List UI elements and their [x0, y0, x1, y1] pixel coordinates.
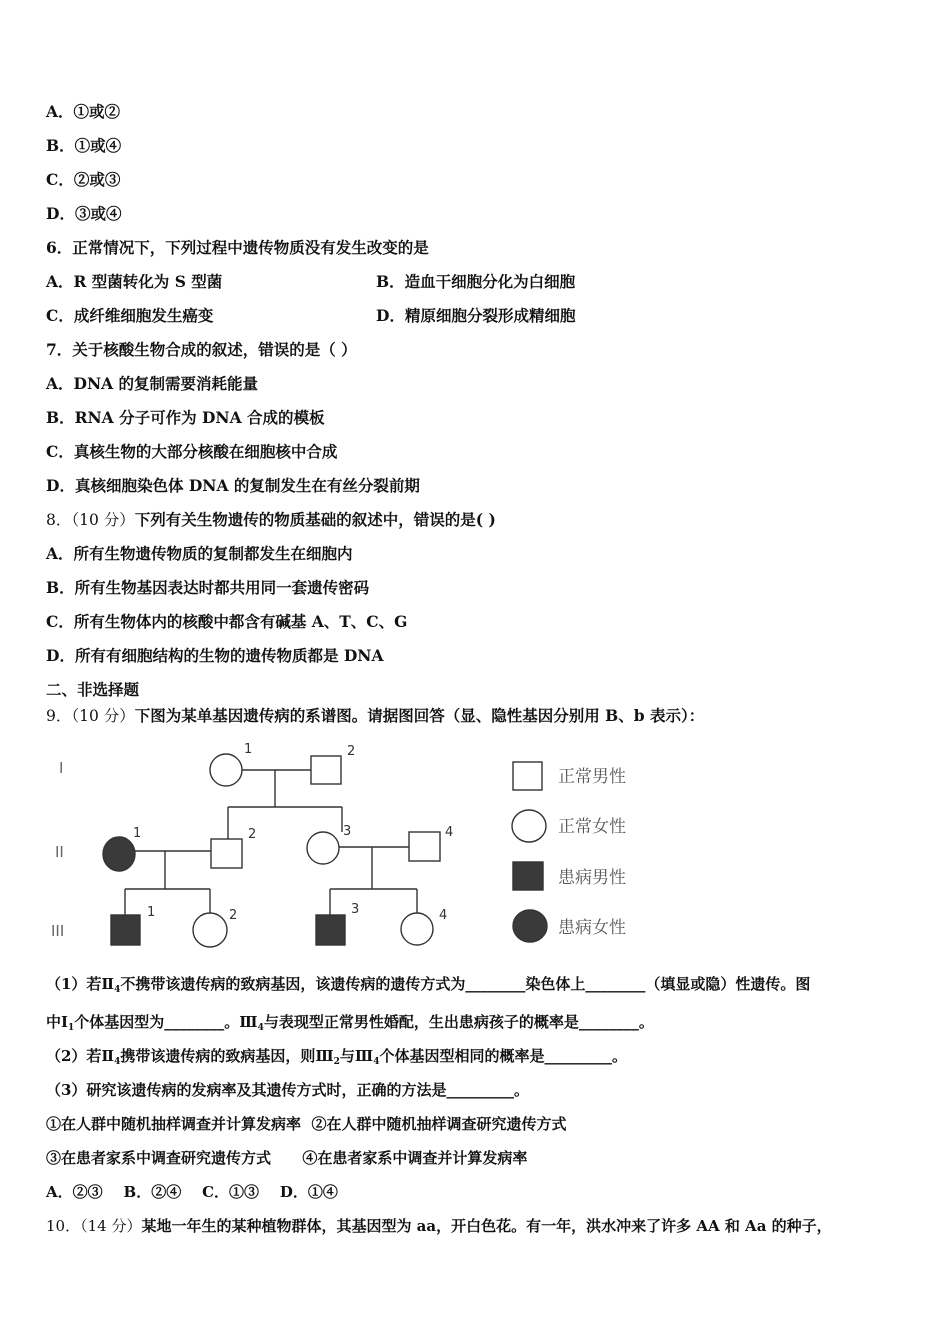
- q6-option-a: A．R 型菌转化为 S 型菌: [46, 272, 223, 291]
- i1-normal-female: [210, 754, 242, 786]
- legend-label: 患病女性: [558, 918, 626, 938]
- q7-stem: 7．关于核酸生物合成的叙述，错误的是（ ）: [46, 340, 357, 359]
- q7-option-d: D．真核细胞染色体 DNA 的复制发生在有丝分裂前期: [46, 476, 420, 495]
- q6-option-c: C．成纤维细胞发生癌变: [46, 306, 214, 325]
- q9-methods-line2: ③在患者家系中调查研究遗传方式 ④在患者家系中调查并计算发病率: [46, 1149, 528, 1167]
- i2-normal-male: [311, 756, 341, 784]
- option-text: ②或③: [73, 170, 121, 189]
- option-text: ①或②: [73, 102, 121, 121]
- q8-stem: [46, 510, 496, 530]
- option-text: ③或④: [74, 204, 122, 223]
- q9-part3: （3）研究该遗传病的发病率及其遗传方式时，正确的方法是_________。: [46, 1081, 529, 1099]
- legend-affected-female-symbol: [513, 910, 547, 942]
- q6-stem: 6．正常情况下，下列过程中遗传物质没有发生改变的是: [46, 238, 429, 257]
- q7-option-a: A．DNA 的复制需要消耗能量: [46, 374, 259, 393]
- q9-part2: （2）若$Ⅱ_4$携带该遗传病的致病基因，则$Ⅲ_2$与$Ⅲ_4$个体基因型相同的概率是_________。: [46, 1047, 627, 1067]
- q10-stem: [46, 1216, 832, 1236]
- option-label: D．: [46, 204, 75, 223]
- option-label: B．: [46, 136, 75, 155]
- section-heading: 二、非选择题: [46, 680, 140, 699]
- individual-number: 2: [229, 908, 238, 923]
- q8-text: 下列有关生物遗传的物质基础的叙述中，错误的是( ): [134, 510, 496, 529]
- q5-option-a: [46, 102, 120, 122]
- q9-methods-line1: ①在人群中随机抽样调查并计算发病率 ②在人群中随机抽样调查研究遗传方式: [46, 1115, 567, 1133]
- pedigree-chart: [45, 735, 665, 950]
- individual-number: 2: [248, 827, 257, 842]
- q10-number: 10．（14 分）: [46, 1217, 142, 1235]
- legend-label: 正常女性: [558, 817, 626, 837]
- option-label: C．: [46, 170, 74, 189]
- legend-normal-male-symbol: [513, 762, 542, 790]
- iii4-normal-female: [401, 913, 433, 945]
- gen-label: II: [55, 843, 64, 861]
- q7-option-b: B．RNA 分子可作为 DNA 合成的模板: [46, 408, 325, 427]
- individual-number: 2: [347, 744, 356, 759]
- iii3-affected-male: [316, 915, 345, 945]
- ii1-affected-female: [103, 837, 135, 871]
- legend-label: 患病男性: [558, 868, 626, 888]
- gen-label: I: [59, 759, 64, 777]
- ii2-normal-male: [211, 839, 242, 868]
- q5-option-d: [46, 204, 121, 224]
- q5-option-b: [46, 136, 121, 156]
- option-text: ①或④: [74, 136, 122, 155]
- legend-normal-female-symbol: [512, 810, 546, 842]
- q9-stem: [46, 706, 704, 726]
- ii4-normal-male: [409, 832, 440, 861]
- q9-number: 9．（10 分）: [46, 707, 135, 725]
- option-label: A．: [46, 102, 74, 121]
- q6-option-d: D．精原细胞分裂形成精细胞: [376, 306, 576, 325]
- q9-part1-line2: 中$Ⅰ_1$个体基因型为________。$Ⅲ_4$与表现型正常男性婚配，生出患病孩子的概率是________。: [46, 1013, 654, 1033]
- iii2-normal-female: [193, 913, 227, 947]
- individual-number: 4: [445, 825, 454, 840]
- q8-option-d: D．所有有细胞结构的生物的遗传物质都是 DNA: [46, 646, 384, 665]
- legend-label: 正常男性: [558, 767, 626, 787]
- iii1-affected-male: [111, 915, 140, 945]
- q8-option-c: C．所有生物体内的核酸中都含有碱基 A、T、C、G: [46, 612, 408, 631]
- q5-option-c: [46, 170, 120, 190]
- q9-choices: A．②③ B．②④ C．①③ D．①④: [46, 1183, 338, 1201]
- q6-option-b: B．造血干细胞分化为白细胞: [376, 272, 576, 291]
- individual-number: 3: [343, 824, 352, 839]
- individual-number: 1: [147, 905, 156, 920]
- legend-affected-male-symbol: [513, 862, 543, 890]
- q10-text: 某地一年生的某种植物群体，其基因型为 aa，开白色花。有一年，洪水冲来了许多 AA 和 Aa 的种子，: [141, 1217, 832, 1235]
- q8-number: 8．（10 分）: [46, 511, 135, 529]
- q8-option-b: B．所有生物基因表达时都共用同一套遗传密码: [46, 578, 370, 597]
- individual-number: 4: [439, 908, 448, 923]
- individual-number: 3: [351, 902, 360, 917]
- individual-number: 1: [244, 742, 253, 757]
- q8-option-a: A．所有生物遗传物质的复制都发生在细胞内: [46, 544, 353, 563]
- ii3-normal-female: [307, 832, 339, 864]
- q9-part1-line1: （1）若$Ⅱ_4$不携带该遗传病的致病基因，该遗传病的遗传方式为________染色体上________（填显或隐）性遗传。图: [46, 975, 811, 995]
- q7-option-c: C．真核生物的大部分核酸在细胞核中合成: [46, 442, 338, 461]
- q9-text: 下图为某单基因遗传病的系谱图。请据图回答（显、隐性基因分别用 B、b 表示）：: [134, 706, 705, 725]
- gen-label: III: [51, 922, 65, 940]
- individual-number: 1: [133, 826, 142, 841]
